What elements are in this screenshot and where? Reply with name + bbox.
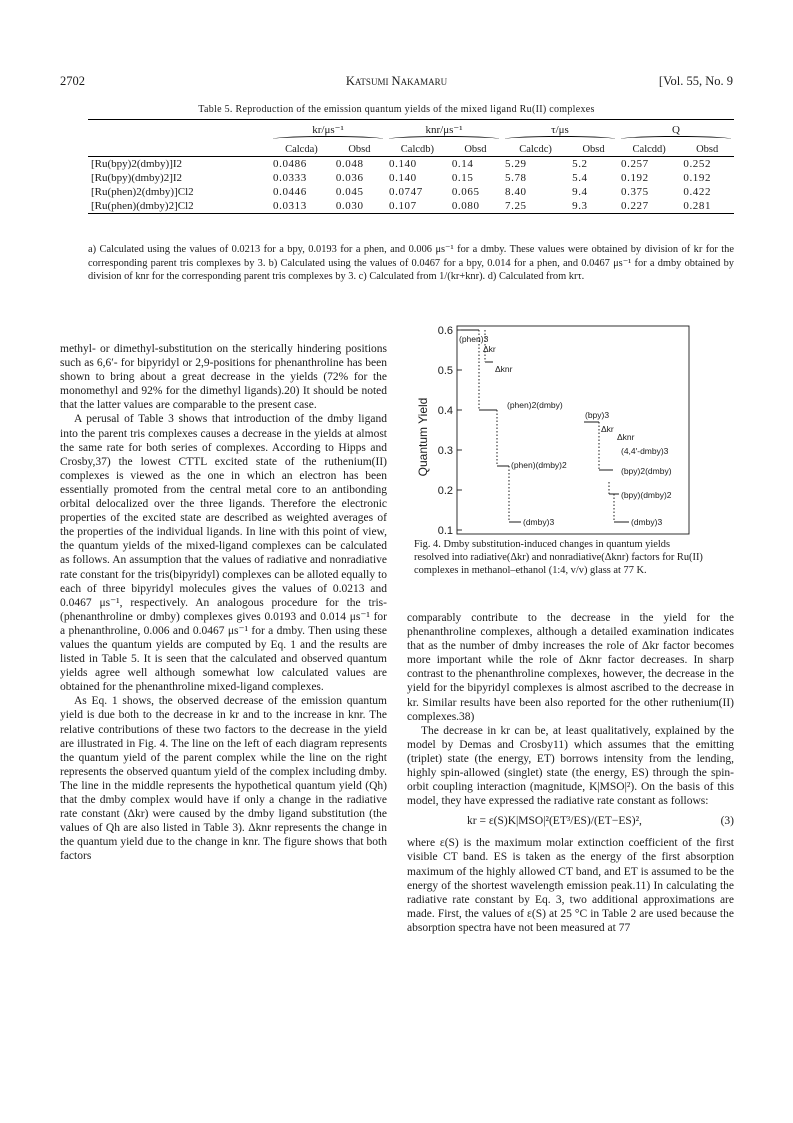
table-cell: 0.0446: [273, 186, 307, 198]
label-bpydmby2: (bpy)(dmby)2: [621, 490, 672, 500]
label-dkr-bpy: Δkr: [601, 424, 614, 434]
table-sub-header-row: [88, 143, 734, 157]
table-cell: 9.4: [572, 186, 588, 198]
header-knr: knr/μs⁻¹: [386, 120, 502, 144]
table-cell: 5.29: [505, 158, 527, 170]
complex-name: [Ru(bpy)2(dmby)]I2: [91, 158, 183, 170]
y-tick-label: 0.4: [437, 405, 453, 417]
sub-header: Calcdc): [502, 143, 569, 157]
y-tick-label: 0.2: [437, 485, 453, 497]
header-q: Q: [618, 120, 734, 144]
left-column: [60, 342, 387, 863]
table-row: [88, 199, 734, 214]
right-column: [407, 611, 734, 935]
table-cell: 5.4: [572, 172, 588, 184]
running-header: [60, 74, 733, 90]
sub-header: Obsd: [449, 143, 502, 157]
author-name: Katsumi Nakamaru: [345, 74, 448, 88]
table-cell: 0.375: [621, 186, 649, 198]
table-cell: 0.192: [621, 172, 649, 184]
label-bpy3: (bpy)3: [585, 410, 610, 420]
table-cell: 0.14: [451, 158, 474, 170]
phen-series: [461, 330, 521, 522]
sub-header: Calcdb): [386, 143, 449, 157]
y-tick-label: 0.1: [437, 525, 453, 537]
table-cell: 9.3: [569, 199, 618, 214]
table-cell: 0.281: [680, 199, 734, 214]
plot-frame: [457, 326, 689, 534]
paragraph: The decrease in kr can be, at least qualitatively, explained by the model by Demas and Crosby11) which assumes that the emitting (triplet) state (the energy, ET) borrows intensity from the lending, highly spin-allowed (singlet) state (the energy, ES) through the spin-orbit coupling interaction (magnitude, K|MSO|²). On the basis of this model, they have expressed the radiative rate constant as follows:: [407, 724, 734, 808]
table-cell: 0.045: [335, 186, 364, 198]
y-ticks: [438, 325, 453, 537]
equation-number: (3): [720, 815, 734, 828]
table-cell: 0.140: [389, 158, 417, 170]
table-cell: 5.78: [505, 172, 527, 184]
sub-header: Calcdd): [618, 143, 680, 157]
y-tick-label: 0.6: [437, 325, 453, 337]
label-phen2dmby: (phen)2(dmby): [507, 400, 563, 410]
paragraph: As Eq. 1 shows, the observed decrease of the emission quantum yield is due both to the decrease in kr and to the increase in knr. The relative contributions of these two factors to the decrease in the yield are illustrated in Fig. 4. The line on the left of each diagram represents the quantum yield of the parent complex while the line on the right represents the observed quantum yield of the complex including dmby. The line in the middle represents the hypothetical quantum yield (Qh) that the dmby complex would have if only a change in the radiative rate constant (Δkr) were caused by the dmby ligand substitution (the values of Qh are also listed in Table 3). Δknr represents the change in the quantum yield due to the change in knr. The figure shows that both factors: [60, 695, 387, 863]
table-cell: 0.252: [683, 158, 712, 170]
label-bpy2dmby: (bpy)2(dmby): [621, 466, 672, 476]
paragraph: A perusal of Table 3 shows that introduction of the dmby ligand into the parent tris complexes causes a decrease in the yields at almost the same rate for both series of complexes. According to Hipps and Crosby,37) the lowest CTTL excited state of the ruthenium(II) complexes is viewed as the one in which an electron has been essentially promoted from the central metal core to an antibonding orbital delocalized over the three ligands. Therefore the electronic properties of the excited state are described as weighted averages of the properties of the individual ligands. In line with this point of view, the quantum yields of the mixed-ligand complexes can be calculated as follows. An assumption that the values of radiative and nonradiative rate constant for the tris(bipyridyl) complexes can be alloted equally to each of three bipyridyl molecules gives the values of 0.0213 and 0.0467 μs⁻¹, respectively. An analogous procedure for the tris-(phenanthroline or dmby) complexes gives 0.0193 and 0.014 μs⁻¹ for a phenanthroline, 0.006 and 0.0467 μs⁻¹ for a dmby. Then using these values the quantum yields are computed by Eq. 1 and the results are listed in Table 5. It is seen that the calculated and observed quantum yields agree well although somewhat low calculated values are obtained for the phenanthroline mixed-ligand complexes.: [60, 413, 387, 694]
y-axis-label: Quantum Yield: [416, 397, 430, 477]
table-cell: 0.107: [386, 199, 449, 214]
table-cell: 0.0486: [273, 158, 307, 170]
table-cell: 0.0313: [270, 199, 333, 214]
figure-4-chart: [409, 322, 691, 540]
sub-header: Obsd: [680, 143, 734, 157]
table-row: [88, 185, 734, 199]
table-cell: 0.257: [621, 158, 649, 170]
equation-3: [407, 814, 734, 830]
table-cell: 0.065: [451, 186, 480, 198]
label-dknr-phen: Δknr: [495, 364, 513, 374]
journal-volume: [Vol. 55, No. 9: [658, 74, 733, 88]
table-cell: 0.227: [618, 199, 680, 214]
table-cell: 0.030: [333, 199, 386, 214]
header-kr: kr/μs⁻¹: [270, 120, 386, 144]
table-footnote: a) Calculated using the values of 0.0213 for a bpy, 0.0193 for a phen, and 0.006 μs⁻¹ for a dmby. These values were obtained by division of kr for the corresponding parent tris complexes by 3. b) Calculated using the values of 0.0467 for a bpy, 0.014 for a phen, and 0.0467 μs⁻¹ for a dmby obtained by division of knr for the corresponding parent tris complexes by 3. c) Calculated from 1/(kr+knr). d) Calculated from krτ.: [88, 244, 734, 283]
label-dmby3-bpy: (dmby)3: [631, 517, 663, 527]
equation-text: kr = ε(S)K|MSO|²(ET³/ES)/(ET−ES)²,: [467, 815, 642, 828]
label-dmby3-phen: (dmby)3: [523, 517, 555, 527]
sub-header: Calcda): [270, 143, 333, 157]
table-caption: Table 5. Reproduction of the emission quantum yields of the mixed ligand Ru(II) complexes: [198, 104, 595, 115]
paragraph: where ε(S) is the maximum molar extinction coefficient of the first visible CT band. ES is taken as the energy of the first absorption maximum of the highly allowed CT band, and ET is assumed to be the energy of the shortest wavelength emission peak.11) In calculating the radiative rate constant by Eq. 3, two additional approximations are made. First, the values of ε(S) at 25 °C in Table 2 are used because the absorption spectra have not been measured at 77: [407, 837, 734, 934]
sub-header: Obsd: [569, 143, 618, 157]
header-tau: τ/μs: [502, 120, 618, 144]
complex-name: [Ru(phen)(dmby)2]Cl2: [88, 199, 270, 214]
figure-caption: Fig. 4. Dmby substitution-induced changes in quantum yields resolved into radiative(Δkr) and nonradiative(Δknr) factors for Ru(II) complexes in methanol–ethanol (1:4, v/v) glass at 77 K.: [414, 539, 703, 577]
table-cell: 0.036: [335, 172, 364, 184]
label-phendmby2: (phen)(dmby)2: [511, 460, 567, 470]
table-cell: 0.192: [683, 172, 712, 184]
label-phen3: (phen)3: [459, 334, 489, 344]
table-cell: 0.0747: [389, 186, 423, 198]
complex-name: [Ru(bpy)(dmby)2]I2: [91, 172, 183, 184]
label-dkr-phen: Δkr: [483, 344, 496, 354]
y-tick-label: 0.3: [437, 445, 453, 457]
y-tick-label: 0.5: [437, 365, 453, 377]
page-number: 2702: [60, 74, 85, 88]
table-cell: 0.140: [389, 172, 417, 184]
table-5: [88, 119, 734, 214]
table-cell: 0.15: [451, 172, 474, 184]
table-row: [88, 171, 734, 185]
label-dmby-ref: (4,4′-dmby)3: [621, 446, 669, 456]
sub-header: Obsd: [333, 143, 386, 157]
label-dknr-bpy: Δknr: [617, 432, 635, 442]
paragraph: comparably contribute to the decrease in the yield for the phenanthroline complexes, although a detailed examination indicates that as the number of dmby increases the role of Δkr factor becomes more important while the role of Δknr factor decreases. In sharp contrast to the phenanthroline complexes, however, the decrease in the yield for the bipyridyl complexes is almost ascribed to the decrease in kr. Similar results have been also reported for the other ruthenium(II) complexes.38): [407, 612, 734, 723]
paragraph: methyl- or dimethyl-substitution on the sterically hindering positions such as 6,6′- for bipyridyl or 2,9-positions for phenanthroline has been shown to bring about a great decrease in the yields (72% for the monomethyl and 92% for the dimethyl ligands).20) It should be noted that the latter values are comparable to the present case.: [60, 343, 387, 412]
table-cell: 5.2: [572, 158, 588, 170]
table-row: [88, 157, 734, 172]
table-cell: 0.048: [335, 158, 364, 170]
table-cell: 0.422: [683, 186, 712, 198]
table-cell: 8.40: [505, 186, 527, 198]
table-cell: 0.080: [449, 199, 502, 214]
table-cell: 7.25: [502, 199, 569, 214]
complex-name: [Ru(phen)2(dmby)]Cl2: [91, 186, 194, 198]
table-group-header-row: [88, 120, 734, 144]
table-cell: 0.0333: [273, 172, 307, 184]
